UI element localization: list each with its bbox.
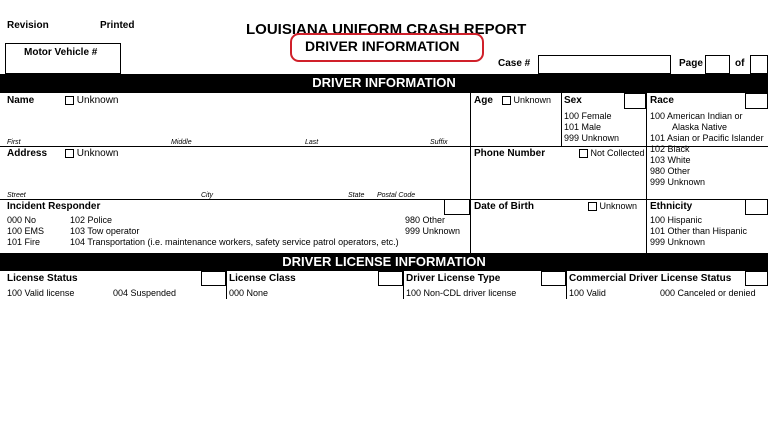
age-unknown-checkbox[interactable] [502,96,511,105]
incident-responder-label: Incident Responder [7,201,101,212]
driver-info-bar: DRIVER INFORMATION [0,74,768,93]
license-status-option: 100 Valid license [7,288,75,298]
race-option: 999 Unknown [650,177,706,187]
race-option: 102 Black [650,144,690,154]
cdl-status-option: 000 Canceled or denied [660,288,756,298]
name-unknown-option[interactable] [65,95,118,107]
column-divider [646,93,647,253]
name-unknown-label: Unknown [76,95,119,106]
incident-responder-code-field[interactable] [444,199,470,215]
sex-option: 100 Female [564,111,612,121]
printed-label: Printed [100,20,135,31]
race-option: Alaska Native [672,122,728,132]
incident-responder-option: 101 Fire [7,237,41,247]
incident-responder-option: 103 Tow operator [70,226,140,236]
address-unknown-checkbox[interactable] [65,149,74,158]
motor-vehicle-label: Motor Vehicle # [24,47,98,58]
race-label: Race [650,95,674,106]
dob-unknown-label: Unknown [599,201,638,211]
cdl-status-label: Commercial Driver License Status [569,273,732,284]
license-class-option: 000 None [229,288,269,298]
sex-label: Sex [564,95,582,106]
incident-responder-option: 000 No [7,215,37,225]
race-option: 103 White [650,155,691,165]
cdl-status-option: 100 Valid [569,288,606,298]
page-label: Page [679,58,703,69]
license-status-option: 004 Suspended [113,288,177,298]
page-total-field[interactable] [750,55,768,74]
race-option: 980 Other [650,166,691,176]
cdl-status-code-field[interactable] [745,271,768,286]
phone-not-collected-label: Not Collected [590,148,645,158]
column-divider [566,271,567,299]
address-street-caption: Street [7,192,26,199]
phone-label: Phone Number [474,148,546,159]
ethnicity-option: 999 Unknown [650,237,706,247]
sex-option: 999 Unknown [564,133,620,143]
name-middle-caption: Middle [171,139,192,146]
incident-responder-col3 [405,215,460,237]
incident-responder-option: 104 Transportation (i.e. maintenance workers, safety service patrol operators, etc.) [70,237,399,247]
license-type-option: 100 Non-CDL driver license [406,288,517,298]
revision-label: Revision [7,20,49,31]
column-divider [561,93,562,146]
license-status-code-field[interactable] [201,271,226,286]
column-divider [403,271,404,299]
of-label: of [735,58,745,69]
license-status-label: License Status [7,273,78,284]
age-unknown-label: Unknown [513,95,552,105]
ethnicity-option: 101 Other than Hispanic [650,226,748,236]
address-postal-caption: Postal Code [377,192,416,199]
case-label: Case # [498,58,531,69]
license-class-label: License Class [229,273,296,284]
name-unknown-checkbox[interactable] [65,96,74,105]
dob-unknown-option[interactable] [588,201,637,212]
license-type-label: Driver License Type [406,273,501,284]
address-unknown-label: Unknown [76,148,119,159]
motor-vehicle-box[interactable] [5,43,121,74]
sex-option: 101 Male [564,122,602,132]
address-unknown-option[interactable] [65,148,118,160]
race-options [650,111,764,188]
name-suffix-caption: Suffix [430,139,448,146]
sex-code-field[interactable] [624,93,646,109]
section-title: DRIVER INFORMATION [305,38,460,54]
ethnicity-code-field[interactable] [745,199,768,215]
license-info-bar: DRIVER LICENSE INFORMATION [0,253,768,271]
license-class-code-field[interactable] [378,271,403,286]
name-label: Name [7,95,35,106]
age-unknown-option[interactable] [502,95,551,106]
race-code-field[interactable] [745,93,768,109]
ethnicity-options [650,215,747,248]
case-number-field[interactable] [538,55,671,74]
incident-responder-option: 100 EMS [7,226,45,236]
ethnicity-option: 100 Hispanic [650,215,703,225]
name-last-caption: Last [305,139,319,146]
dob-label: Date of Birth [474,201,534,212]
incident-responder-option: 102 Police [70,215,113,225]
race-option: 101 Asian or Pacific Islander [650,133,764,143]
incident-responder-col1 [7,215,44,248]
incident-responder-col2 [70,215,399,248]
ethnicity-label: Ethnicity [650,201,693,212]
dob-unknown-checkbox[interactable] [588,202,597,211]
column-divider [226,271,227,299]
license-type-code-field[interactable] [541,271,566,286]
race-option: 100 American Indian or [650,111,743,121]
name-first-caption: First [7,139,21,146]
phone-not-collected-option[interactable] [579,148,645,159]
column-divider [470,93,471,253]
address-city-caption: City [201,192,214,199]
report-title: LOUISIANA UNIFORM CRASH REPORT [246,21,527,38]
address-state-caption: State [348,192,365,199]
page-number-field[interactable] [705,55,730,74]
incident-responder-option: 980 Other [405,215,446,225]
incident-responder-option: 999 Unknown [405,226,461,236]
address-label: Address [7,148,48,159]
sex-options [564,111,619,144]
phone-not-collected-checkbox[interactable] [579,149,588,158]
age-label: Age [474,95,493,106]
row-divider [0,199,646,200]
